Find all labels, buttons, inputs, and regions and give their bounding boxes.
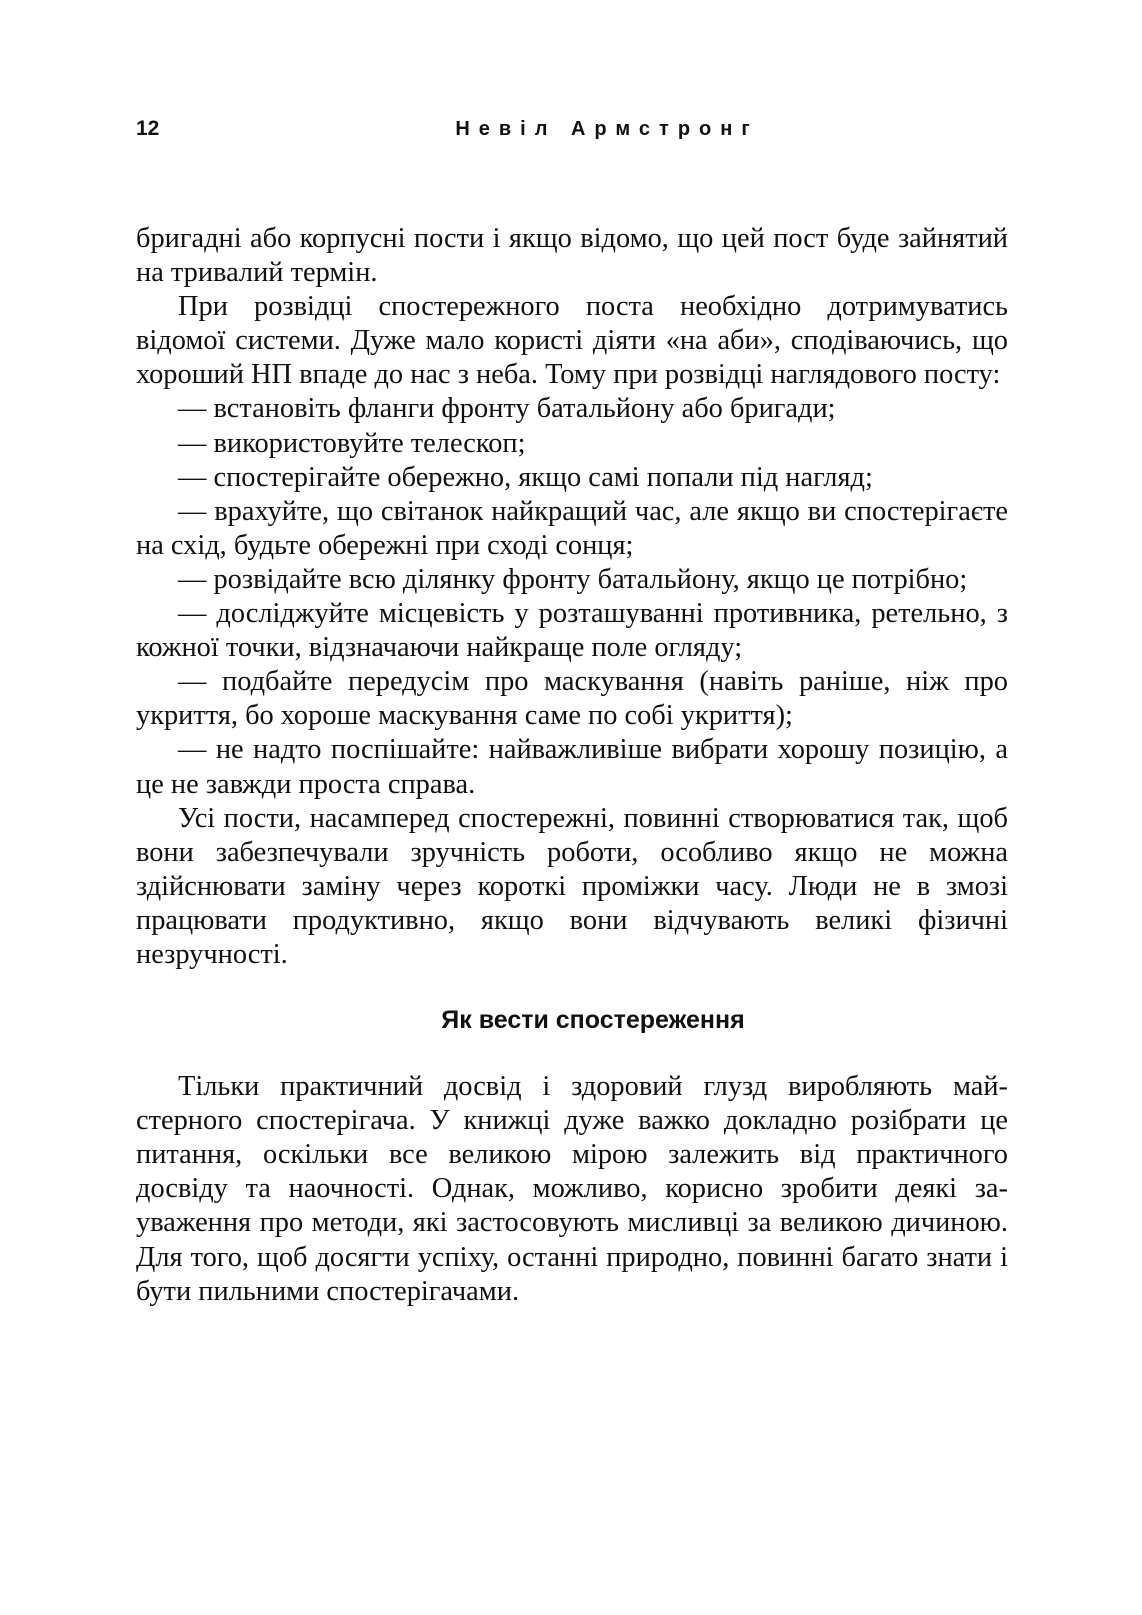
list-item: — подбайте передусім про маскування (навіть раніше, ніж про укриття, бо хороше маскування саме по собі укриття); xyxy=(136,666,1008,732)
list-item: — розвідайте всю ділянку фронту батальйону, якщо це потрібно; xyxy=(178,563,968,595)
paragraph: Усі пости, насамперед спостережні, повинні створюватися так, щоб вони забезпечували зручність роботи, особливо якщо не можна здійснювати заміну через короткі проміжки часу. Люди не в змозі працювати продуктивно, якщо вони відчувають великі фізичні незручності. xyxy=(136,802,1008,970)
paragraph: бригадні або корпусні пости і якщо відомо, що цей пост буде зайнятий на тривалий термін. xyxy=(136,223,1008,289)
paragraph: Тільки практичний досвід і здоровий глузд виробляють майстерного спостерігача. У книжці дуже важко докладно розібрати це питання, оскільки все великою мірою залежить від практичного досвіду та наочності. Однак, можливо, корисно зробити деякі зауваження про методи, які застосовують мисливці за великою дичиною. Для того, щоб досягти успіху, останні природно, повинні багато знати і бути пильними спостерігачами. xyxy=(136,1071,1008,1307)
list-item: — досліджуйте місцевість у розташуванні противника, ретельно, з кожної точки, відзначаючи найкраще поле огляду; xyxy=(136,598,1008,664)
body-text xyxy=(136,222,1008,1309)
list-item: — не надто поспішайте: найважливіше вибрати хорошу позицію, а це не завжди проста справа. xyxy=(136,734,1008,800)
list-item: — врахуйте, що світанок найкращий час, але якщо ви спостерігаєте на схід, будьте обережні при сході сонця; xyxy=(136,495,1008,561)
list-item: — спостерігайте обережно, якщо самі попали під нагляд; xyxy=(178,461,873,493)
running-head xyxy=(136,114,1008,144)
list-item: — встановіть фланги фронту батальйону або бригади; xyxy=(178,393,836,425)
paragraph: При розвідці спостережного поста необхідно дотримуватись відомої системи. Дуже мало користі діяти «на аби», сподіваючись, що хороший НП впаде до нас з неба. Тому при розвідці наглядового посту: xyxy=(136,291,1008,391)
page-number: 12 xyxy=(136,117,160,140)
running-title: Невіл Армстронг xyxy=(455,118,759,140)
list-item: — використовуйте телескоп; xyxy=(178,427,526,459)
section-heading: Як вести спостереження xyxy=(441,1006,745,1035)
